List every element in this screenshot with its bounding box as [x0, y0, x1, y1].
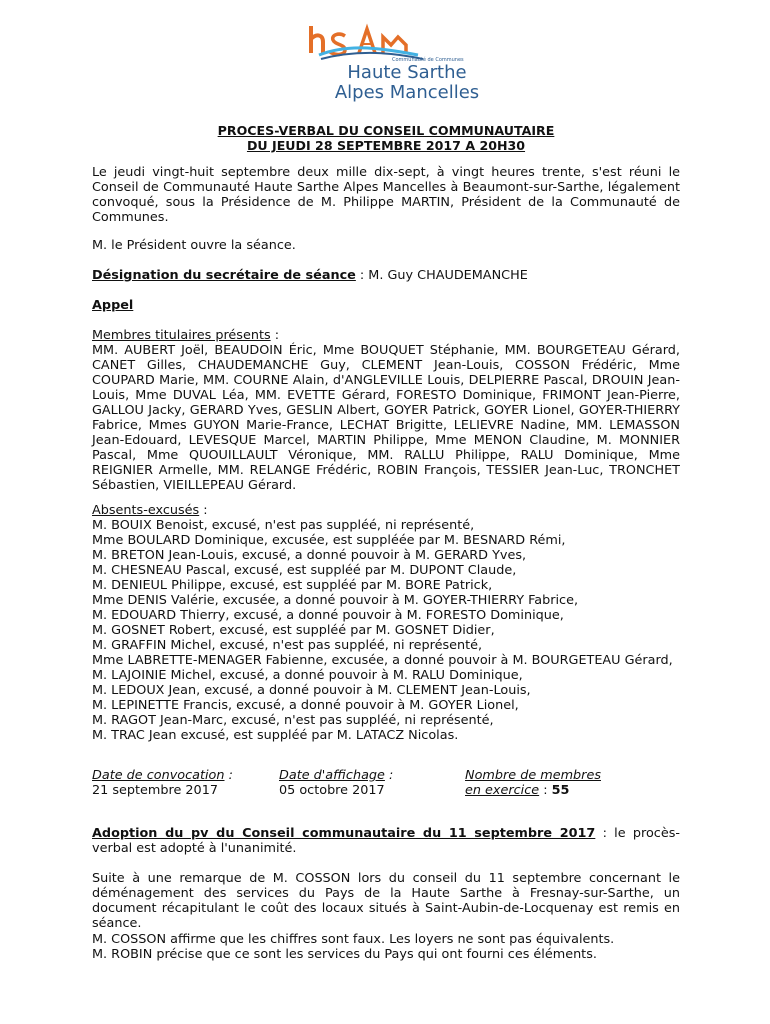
cosson-statement: M. COSSON affirme que les chiffres sont faux. Les loyers ne sont pas équivalents. [92, 932, 615, 947]
members-label: Membres titulaires présents [92, 328, 271, 343]
secretary-designation [92, 268, 680, 283]
appel-heading: Appel [92, 298, 134, 313]
members-heading [92, 328, 680, 343]
adoption-heading: Adoption du pv du Conseil communautaire du 11 septembre 2017 [92, 826, 596, 841]
affichage-date [279, 768, 393, 798]
convocation-value: 21 septembre 2017 [92, 783, 218, 798]
adoption-paragraph [92, 826, 680, 856]
title-line-2: DU JEUDI 28 SEPTEMBRE 2017 A 20H30 [246, 138, 526, 153]
absent-entry: M. TRAC Jean excusé, est suppléé par M. LATACZ Nicolas. [92, 728, 459, 743]
affichage-suffix: : [384, 768, 394, 783]
absent-entry: Mme BOULARD Dominique, excusée, est suppléée par M. BESNARD Rémi, [92, 533, 566, 548]
remark-paragraph: Suite à une remarque de M. COSSON lors du conseil du 11 septembre concernant le déménagement des services du Pays de la Haute Sarthe à Fresnay-sur-Sarthe, un document récapitulant le coût des locaux situés à Saint-Aubin-de-Locquenay est remis en séance. [92, 871, 680, 931]
intro-paragraph: Le jeudi vingt-huit septembre deux mille dix-sept, à vingt heures trente, s'est réuni le Conseil de Communauté Haute Sarthe Alpes Mancelles à Beaumont-sur-Sarthe, légalement convoqué, sous la Présidence de M. Philippe MARTIN, Président de la Communauté de Communes. [92, 165, 680, 225]
document-title [92, 123, 680, 153]
robin-statement: M. ROBIN précise que ce sont les services du Pays qui ont fourni ces éléments. [92, 947, 597, 962]
members-count [465, 768, 601, 798]
members-count-label-1: Nombre de membres [465, 768, 601, 783]
logo-tagline: Communauté de Communes [392, 57, 464, 63]
absent-entry: M. BOUIX Benoist, excusé, n'est pas suppléé, ni représenté, [92, 518, 475, 533]
absent-entry: M. GRAFFIN Michel, excusé, n'est pas suppléé, ni représenté, [92, 638, 483, 653]
members-count-value: 55 [551, 783, 570, 798]
members-list: MM. AUBERT Joël, BEAUDOIN Éric, Mme BOUQUET Stéphanie, MM. BOURGETEAU Gérard, CANET Gilles, CHAUDEMANCHE Guy, CLEMENT Jean-Louis, COSSON Frédéric, Mme COUPARD Marie, MM. COURNE Alain, d'ANGLEVILLE Louis, DELPIERRE Pascal, DROUIN Jean-Louis, Mme DUVAL Léa, MM. EVETTE Gérard, FORESTO Dominique, FRIMONT Jean-Pierre, GALLOU Jacky, GERARD Yves, GESLIN Albert, GOYER Patrick, GOYER Lionel, GOYER-THIERRY Fabrice, Mmes GUYON Marie-France, LECHAT Brigitte, LELIEVRE Nadine, MM. LEMASSON Jean-Edouard, LEVESQUE Marcel, MARTIN Philippe, Mme MENON Claudine, M. MONNIER Pascal, Mme QUOUILLAULT Véronique, MM. RALLU Philippe, RALU Dominique, Mme REIGNIER Armelle, MM. RELANGE Frédéric, ROBIN François, TESSIER Jean-Luc, TRONCHET Sébastien, VIEILLEPEAU Gérard. [92, 343, 680, 493]
absents-label: Absents-excusés [92, 503, 200, 518]
absent-entry: M. CHESNEAU Pascal, excusé, est suppléé par M. DUPONT Claude, [92, 563, 517, 578]
absent-entry: Mme DENIS Valérie, excusée, a donné pouvoir à M. GOYER-THIERRY Fabrice, [92, 593, 579, 608]
meeting-meta [92, 768, 680, 800]
absent-entry: M. GOSNET Robert, excusé, est suppléé par M. GOSNET Didier, [92, 623, 495, 638]
secretary-value: : M. Guy CHAUDEMANCHE [355, 268, 528, 283]
convocation-date [92, 768, 233, 798]
absent-entry: M. EDOUARD Thierry, excusé, a donné pouvoir à M. FORESTO Dominique, [92, 608, 564, 623]
members-suffix: : [270, 328, 280, 343]
logo-text-line-1: Haute Sarthe [347, 62, 467, 83]
members-count-label-2: en exercice [465, 783, 540, 798]
secretary-label: Désignation du secrétaire de séance [92, 268, 356, 283]
absent-entry: M. BRETON Jean-Louis, excusé, a donné pouvoir à M. GERARD Yves, [92, 548, 527, 563]
absents-heading [92, 503, 680, 518]
convocation-suffix: : [224, 768, 233, 783]
absents-list [92, 518, 680, 743]
members-count-sep: : [539, 783, 552, 798]
title-line-1: PROCES-VERBAL DU CONSEIL COMMUNAUTAIRE [217, 123, 555, 138]
opening-statement: M. le Président ouvre la séance. [92, 238, 296, 253]
adoption-text: : le procès-verbal est adopté à l'unanimité. [92, 826, 681, 856]
organization-logo [292, 22, 522, 106]
logo-text-line-2: Alpes Mancelles [334, 82, 480, 103]
absent-entry: M. LEPINETTE Francis, excusé, a donné pouvoir à M. GOYER Lionel, [92, 698, 519, 713]
absent-entry: M. LEDOUX Jean, excusé, a donné pouvoir à M. CLEMENT Jean-Louis, [92, 683, 531, 698]
affichage-value: 05 octobre 2017 [279, 783, 385, 798]
absents-suffix: : [199, 503, 208, 518]
absent-entry: M. RAGOT Jean-Marc, excusé, n'est pas suppléé, ni représenté, [92, 713, 494, 728]
convocation-label: Date de convocation [92, 768, 225, 783]
absent-entry: M. DENIEUL Philippe, excusé, est suppléé par M. BORE Patrick, [92, 578, 493, 593]
affichage-label: Date d'affichage [279, 768, 385, 783]
absent-entry: Mme LABRETTE-MENAGER Fabienne, excusée, a donné pouvoir à M. BOURGETEAU Gérard, [92, 653, 673, 668]
logo-mark-icon [292, 22, 522, 64]
absent-entry: M. LAJOINIE Michel, excusé, a donné pouvoir à M. RALU Dominique, [92, 668, 523, 683]
